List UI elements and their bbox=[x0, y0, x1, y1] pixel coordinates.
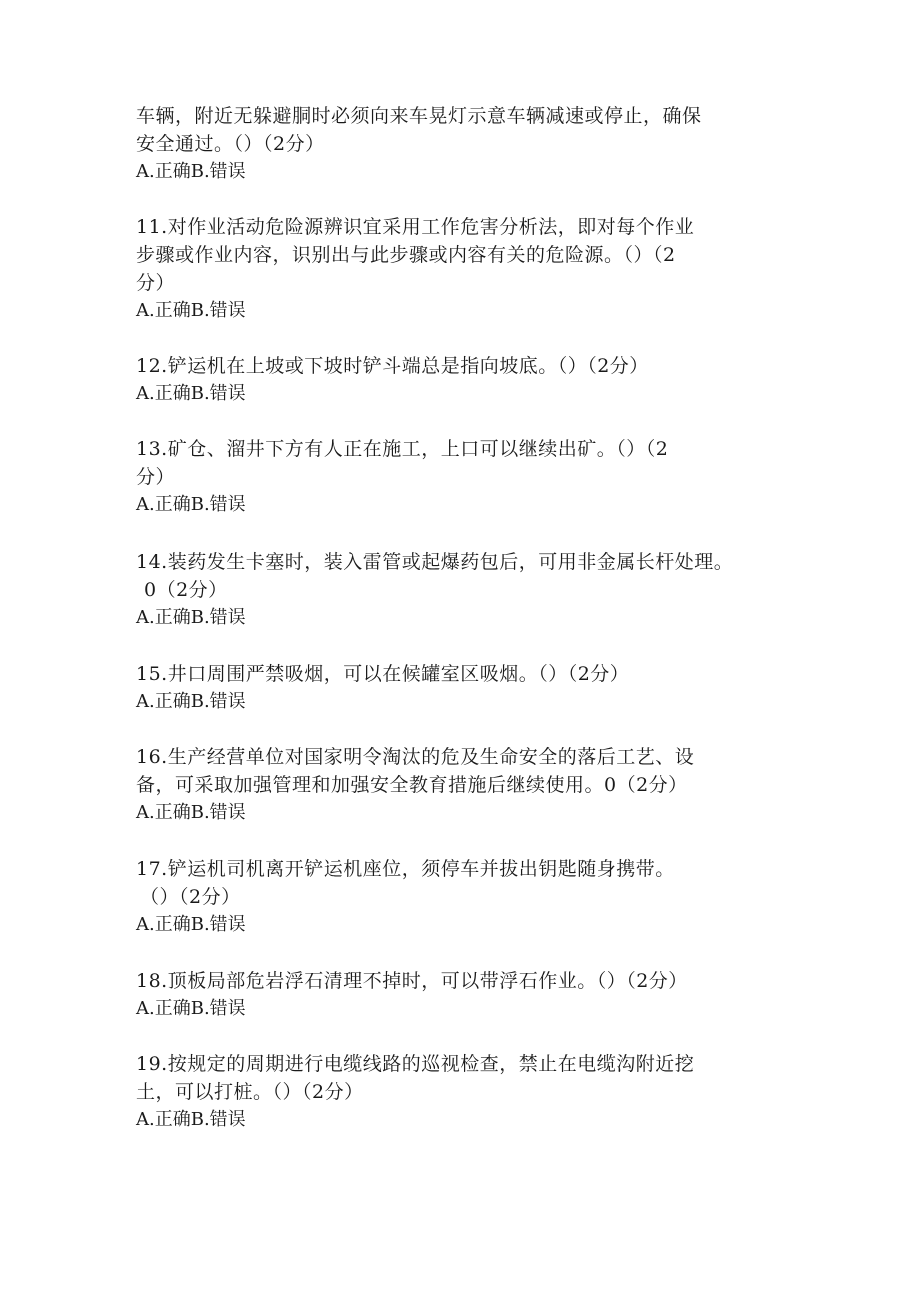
question-text-line: 13.矿仓、溜井下方有人正在施工，上口可以继续出矿。（）（2 bbox=[136, 438, 669, 460]
question-text-line: 16.生产经营单位对国家明令淘汰的危及生命安全的落后工艺、设 bbox=[136, 746, 695, 768]
question-19 bbox=[136, 1050, 796, 1134]
answer-options: A.正确B.错误 bbox=[136, 914, 246, 935]
question-text-line: 11.对作业活动危险源辨识宜采用工作危害分析法，即对每个作业 bbox=[136, 216, 695, 238]
answer-options: A.正确B.错误 bbox=[136, 383, 246, 404]
question-text-line: 土，可以打桩。（）（2分） bbox=[136, 1081, 364, 1103]
question-10 bbox=[136, 102, 796, 186]
answer-options: A.正确B.错误 bbox=[136, 494, 246, 515]
question-16 bbox=[136, 743, 796, 827]
question-15 bbox=[136, 660, 796, 716]
question-text-line: 分） bbox=[136, 466, 176, 488]
question-text-line: 18.顶板局部危岩浮石清理不掉时，可以带浮石作业。（）（2分） bbox=[136, 970, 688, 992]
answer-options: A.正确B.错误 bbox=[136, 607, 246, 628]
answer-options: A.正确B.错误 bbox=[136, 691, 246, 712]
answer-options: A.正确B.错误 bbox=[136, 802, 246, 823]
question-text-line: 车辆，附近无躲避胴时必须向来车晃灯示意车辆减速或停止，确保 bbox=[136, 105, 702, 127]
question-12 bbox=[136, 352, 796, 408]
question-text-line: 12.铲运机在上坡或下坡时铲斗端总是指向坡底。（）（2分） bbox=[136, 355, 649, 377]
question-text-line: 0（2分） bbox=[144, 579, 228, 601]
answer-options: A.正确B.错误 bbox=[136, 300, 246, 321]
answer-options: A.正确B.错误 bbox=[136, 1109, 246, 1130]
question-text-line: 安全通过。（）（2分） bbox=[136, 133, 325, 155]
question-17 bbox=[136, 855, 796, 939]
answer-options: A.正确B.错误 bbox=[136, 998, 246, 1019]
question-text-line: 备，可采取加强管理和加强安全教育措施后继续使用。0（2分） bbox=[136, 774, 688, 796]
question-text-line: 19.按规定的周期进行电缆线路的巡视检查，禁止在电缆沟附近挖 bbox=[136, 1053, 695, 1075]
question-text-line: 15.井口周围严禁吸烟，可以在候罐室区吸烟。（）（2分） bbox=[136, 663, 630, 685]
answer-options: A.正确B.错误 bbox=[136, 161, 246, 182]
question-text-line: 步骤或作业内容，识别出与此步骤或内容有关的危险源。（）（2 bbox=[136, 244, 676, 266]
question-11 bbox=[136, 213, 796, 325]
question-18 bbox=[136, 967, 796, 1023]
question-text-line: 分） bbox=[136, 272, 176, 294]
question-13 bbox=[136, 435, 796, 519]
question-text-line: 14.装药发生卡塞时，装入雷管或起爆药包后，可用非金属长杆处理。 bbox=[136, 551, 734, 573]
question-text-line: （）（2分） bbox=[140, 886, 241, 908]
question-14 bbox=[136, 548, 796, 632]
question-text-line: 17.铲运机司机离开铲运机座位，须停车并拔出钥匙随身携带。 bbox=[136, 858, 675, 880]
